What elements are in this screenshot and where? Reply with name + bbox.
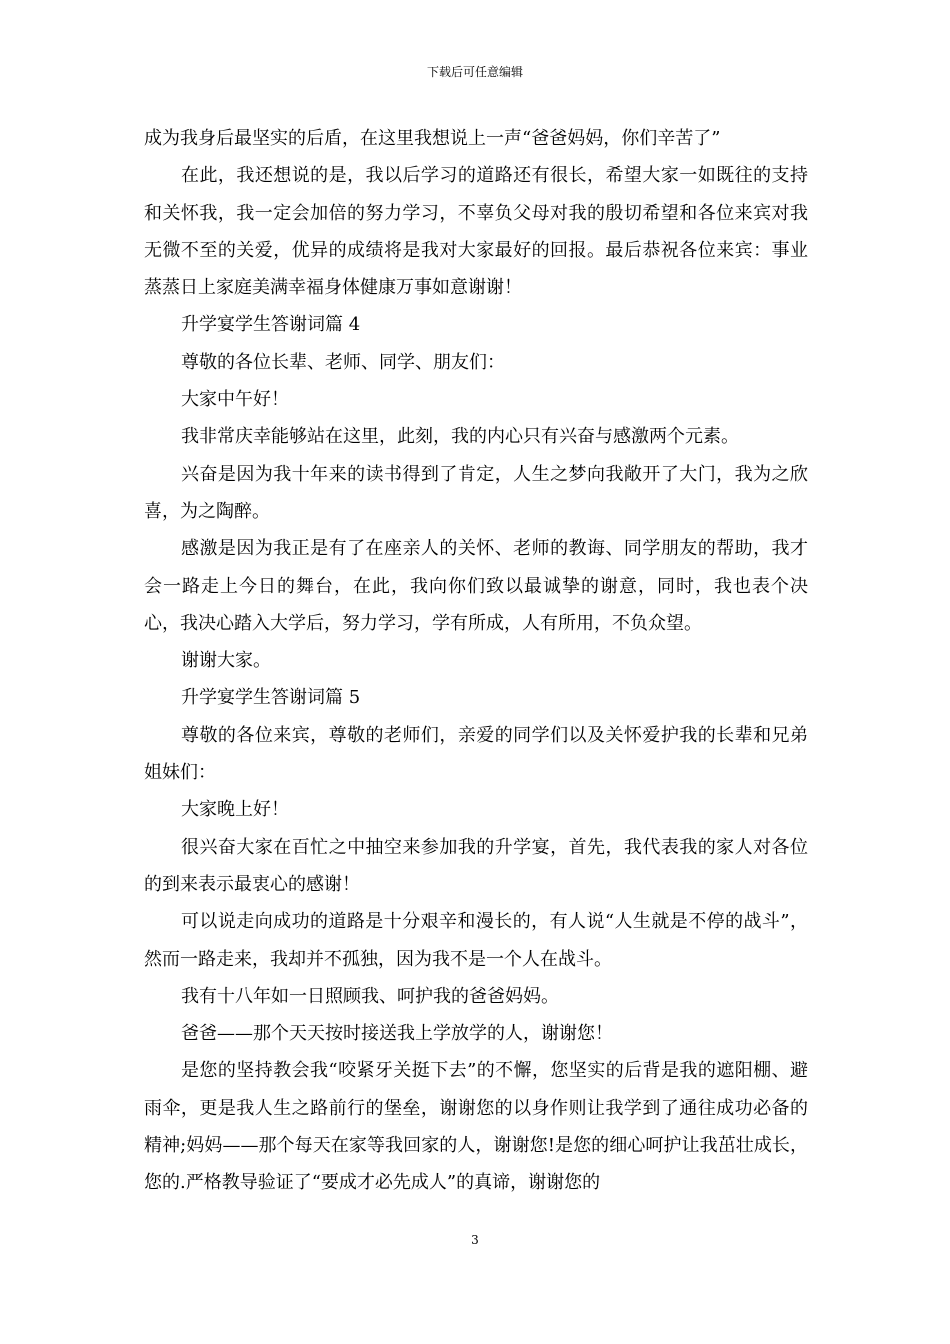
- section-heading-4: 升学宴学生答谢词篇 4: [181, 314, 361, 336]
- paragraph-1: 成为我身后最坚实的后盾，在这里我想说上一声“爸爸妈妈，你们辛苦了”: [144, 128, 721, 149]
- paragraph-salutation-4: 尊敬的各位长辈、老师、同学、朋友们：: [181, 351, 505, 373]
- paragraph-greeting-5: 大家晚上好！: [181, 799, 289, 821]
- paragraph-12: 很兴奋大家在百忙之中抽空来参加我的升学宴，首先，我代表我的家人对各位的到来表示最衷心的感谢！: [144, 836, 808, 895]
- page-footer: [0, 1232, 950, 1248]
- paragraph-15: 爸爸——那个天天按时接送我上学放学的人，谢谢您！: [181, 1023, 613, 1045]
- paragraph-14: 我有十八年如一日照顾我、呵护我的爸爸妈妈。: [181, 985, 559, 1007]
- section-heading-5: 升学宴学生答谢词篇 5: [181, 687, 361, 709]
- paragraph-6: 兴奋是因为我十年来的读书得到了肯定，人生之梦向我敞开了大门，我为之欣喜，为之陶醉。: [144, 463, 808, 522]
- paragraph-16: 是您的坚持教会我“咬紧牙关挺下去”的不懈，您坚实的后背是我的遮阳棚、避雨伞，更是我人生之路前行的堡垒，谢谢您的以身作则让我学到了通往成功必备的精神;妈妈——那个每天在家等我回家的人，谢谢您!是您的细心呵护让我茁壮成长，您的.严格教导验证了“要成才必先成人”的真谛，谢谢您的: [144, 1060, 808, 1194]
- paragraph-7: 感激是因为我正是有了在座亲人的关怀、老师的教诲、同学朋友的帮助，我才会一路走上今日的舞台，在此，我向你们致以最诚挚的谢意，同时，我也表个决心，我决心踏入大学后，努力学习，学有所成，人有所用，不负众望。: [144, 538, 808, 634]
- document-body: [144, 120, 808, 1202]
- paragraph-salutation-5: 尊敬的各位来宾，尊敬的老师们，亲爱的同学们以及关怀爱护我的长辈和兄弟姐妹们：: [144, 724, 808, 784]
- page-number: 3: [471, 1233, 479, 1247]
- paragraph-13: 可以说走向成功的道路是十分艰辛和漫长的，有人说“人生就是不停的战斗”，然而一路走来，我却并不孤独，因为我不是一个人在战斗。: [144, 911, 808, 970]
- page-header: [0, 64, 950, 80]
- header-note: 下载后可任意编辑: [426, 65, 523, 79]
- paragraph-thanks-4: 谢谢大家。: [181, 650, 271, 672]
- paragraph-greeting-4: 大家中午好！: [181, 389, 289, 411]
- paragraph-5: 我非常庆幸能够站在这里，此刻，我的内心只有兴奋与感激两个元素。: [181, 426, 739, 448]
- paragraph-2: 在此，我还想说的是，我以后学习的道路还有很长，希望大家一如既往的支持和关怀我，我一定会加倍的努力学习，不辜负父母对我的殷切希望和各位来宾对我无微不至的关爱，优异的成绩将是我对大家最好的回报。最后恭祝各位来宾：事业蒸蒸日上家庭美满幸福身体健康万事如意谢谢！: [144, 165, 808, 299]
